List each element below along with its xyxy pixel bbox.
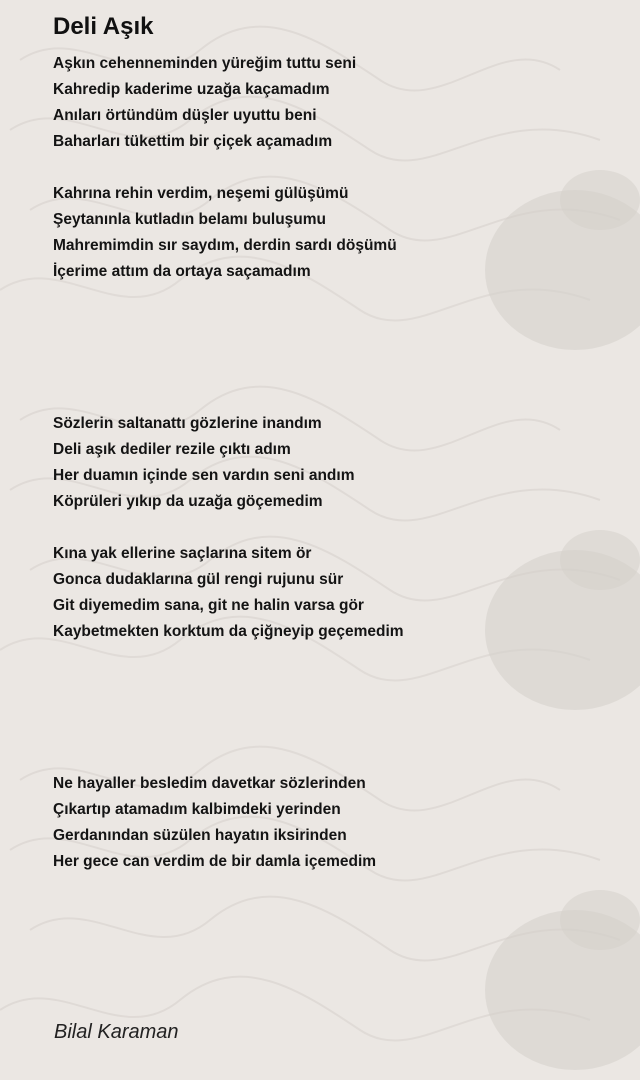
poem-line: İçerime attım da ortaya saçamadım bbox=[53, 263, 311, 280]
poem-line: Kahrına rehin verdim, neşemi gülüşümü bbox=[53, 185, 349, 202]
poem-line: Aşkın cehenneminden yüreğim tuttu seni bbox=[53, 55, 357, 72]
poem-line: Sözlerin saltanattı gözlerine inandım bbox=[53, 415, 322, 432]
poem-line: Kahredip kaderime uzağa kaçamadım bbox=[53, 81, 330, 98]
poem-title: Deli Aşık bbox=[53, 13, 154, 40]
poem-line: Kaybetmekten korktum da çiğneyip geçemedim bbox=[53, 623, 404, 640]
poem-line: Gerdanından süzülen hayatın iksirinden bbox=[53, 827, 347, 844]
poem-line: Baharları tükettim bir çiçek açamadım bbox=[53, 133, 333, 150]
poem-line: Her gece can verdim de bir damla içemedim bbox=[53, 853, 377, 870]
poem-line: Deli aşık dediler rezile çıktı adım bbox=[53, 441, 291, 458]
poem-line: Ne hayaller besledim davetkar sözlerinden bbox=[53, 775, 366, 792]
poem-line: Git diyemedim sana, git ne halin varsa gör bbox=[53, 597, 364, 614]
poem-line: Her duamın içinde sen vardın seni andım bbox=[53, 467, 355, 484]
stanza-3 bbox=[53, 411, 354, 515]
poem-line: Kına yak ellerine saçlarına sitem ör bbox=[53, 545, 312, 562]
poem-line: Mahremimdin sır saydım, derdin sardı döşümü bbox=[53, 237, 397, 254]
poem-line: Gonca dudaklarına gül rengi rujunu sür bbox=[53, 571, 344, 588]
stanza-1 bbox=[53, 51, 356, 155]
poem-line: Köprüleri yıkıp da uzağa göçemedim bbox=[53, 493, 323, 510]
stanza-5 bbox=[53, 771, 376, 875]
poem-line: Çıkartıp atamadım kalbimdeki yerinden bbox=[53, 801, 341, 818]
poem-line: Anıları örtündüm düşler uyuttu beni bbox=[53, 107, 317, 124]
poem-author: Bilal Karaman bbox=[54, 1021, 179, 1043]
stanza-2 bbox=[53, 181, 397, 285]
poem-line: Şeytanınla kutladın belamı buluşumu bbox=[53, 211, 327, 228]
stanza-4 bbox=[53, 541, 404, 645]
